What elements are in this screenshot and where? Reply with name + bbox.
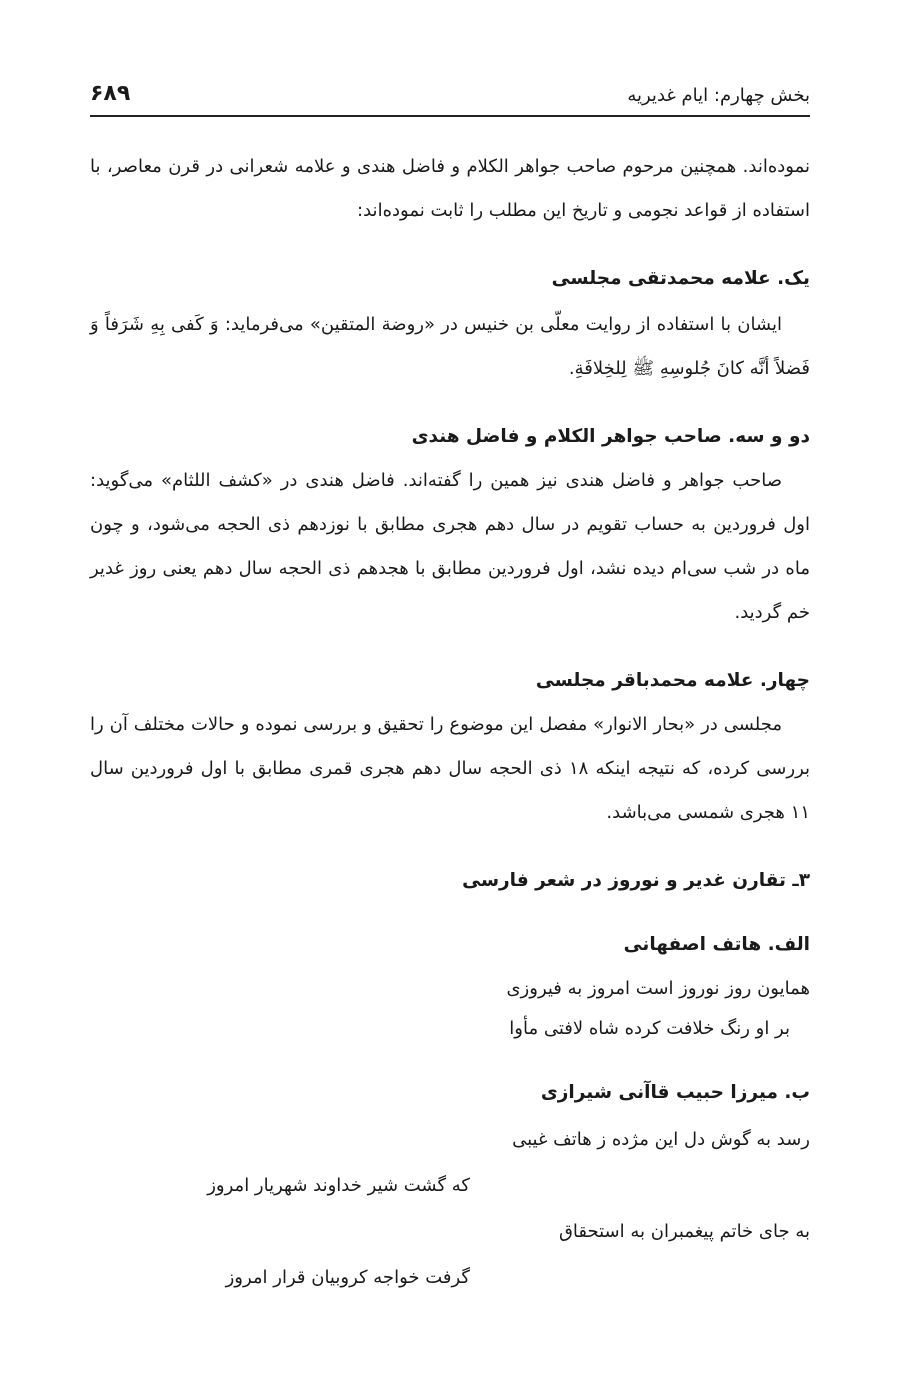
section-heading-4: ۳ـ تقارن غدیر و نوروز در شعر فارسی [462, 870, 810, 891]
book-page [90, 0, 810, 1390]
page-body [90, 145, 810, 1301]
verse-line: به جای خاتم پیغمبران به استحقاق [558, 1221, 810, 1242]
section-heading-1: یک. علامه محمدتقی مجلسی [551, 268, 810, 289]
poet-heading-qaani: ب. میرزا حبیب قاآنی شیرازی [540, 1082, 810, 1103]
verse-line: که گشت شیر خداوند شهریار امروز [207, 1175, 470, 1196]
section-heading-2: دو و سه. صاحب جواهر الکلام و فاضل هندی [411, 426, 810, 447]
section-paragraph-3: مجلسی در «بحار الانوار» مفصل این موضوع را تحقیق و بررسی نموده و حالات مختلف آن را بررسی کرده، که نتیجه اینکه ۱۸ ذی الحجه سال دهم هجری قمری مطابق با اول فروردین سال ۱۱ هجری شمسی می‌باشد. [90, 714, 811, 823]
section-paragraph-1: ایشان با استفاده از روایت معلّی بن خنیس در «روضة المتقین» می‌فرماید: وَ کَفی بِهِ شَرَفاً وَ فَضلاً أنَّه کانَ جُلوسِهِ ﷺ لِلخِلافَةِ. [90, 314, 810, 379]
section-heading-3: چهار. علامه محمدباقر مجلسی [535, 670, 810, 691]
verse-line: بر او رنگ خلافت کرده شاه لافتی مأوا [509, 1018, 790, 1039]
running-header [90, 72, 810, 106]
header-title: بخش چهارم: ایام غدیریه [627, 85, 810, 106]
poet-heading-hatef: الف. هاتف اصفهانی [623, 934, 810, 955]
header-divider [90, 115, 810, 117]
verse-line: رسد به گوش دل این مژده ز هاتف غیبی [512, 1129, 810, 1150]
page-number: ۶۸۹ [90, 81, 131, 106]
verse-line: گرفت خواجه کروبیان قرار امروز [225, 1267, 470, 1288]
intro-paragraph: نموده‌اند. همچنین مرحوم صاحب جواهر الکلام و فاضل هندی و علامه شعرانی در قرن معاصر، با استفاده از قواعد نجومی و تاریخ این مطلب را ثابت نموده‌اند: [90, 156, 810, 221]
verse-line: همایون روز نوروز است امروز به فیروزی [506, 978, 810, 999]
section-paragraph-2: صاحب جواهر و فاضل هندی نیز همین را گفته‌اند. فاضل هندی در «کشف اللثام» می‌گوید: اول فروردین به حساب تقویم در سال دهم هجری مطابق با نوزدهم ذی الحجه می‌شود، و چون ماه در شب سی‌ام دیده نشد، اول فروردین مطابق با هجدهم ذی الحجه سال دهم یعنی روز غدیر خم گردید. [90, 470, 810, 623]
